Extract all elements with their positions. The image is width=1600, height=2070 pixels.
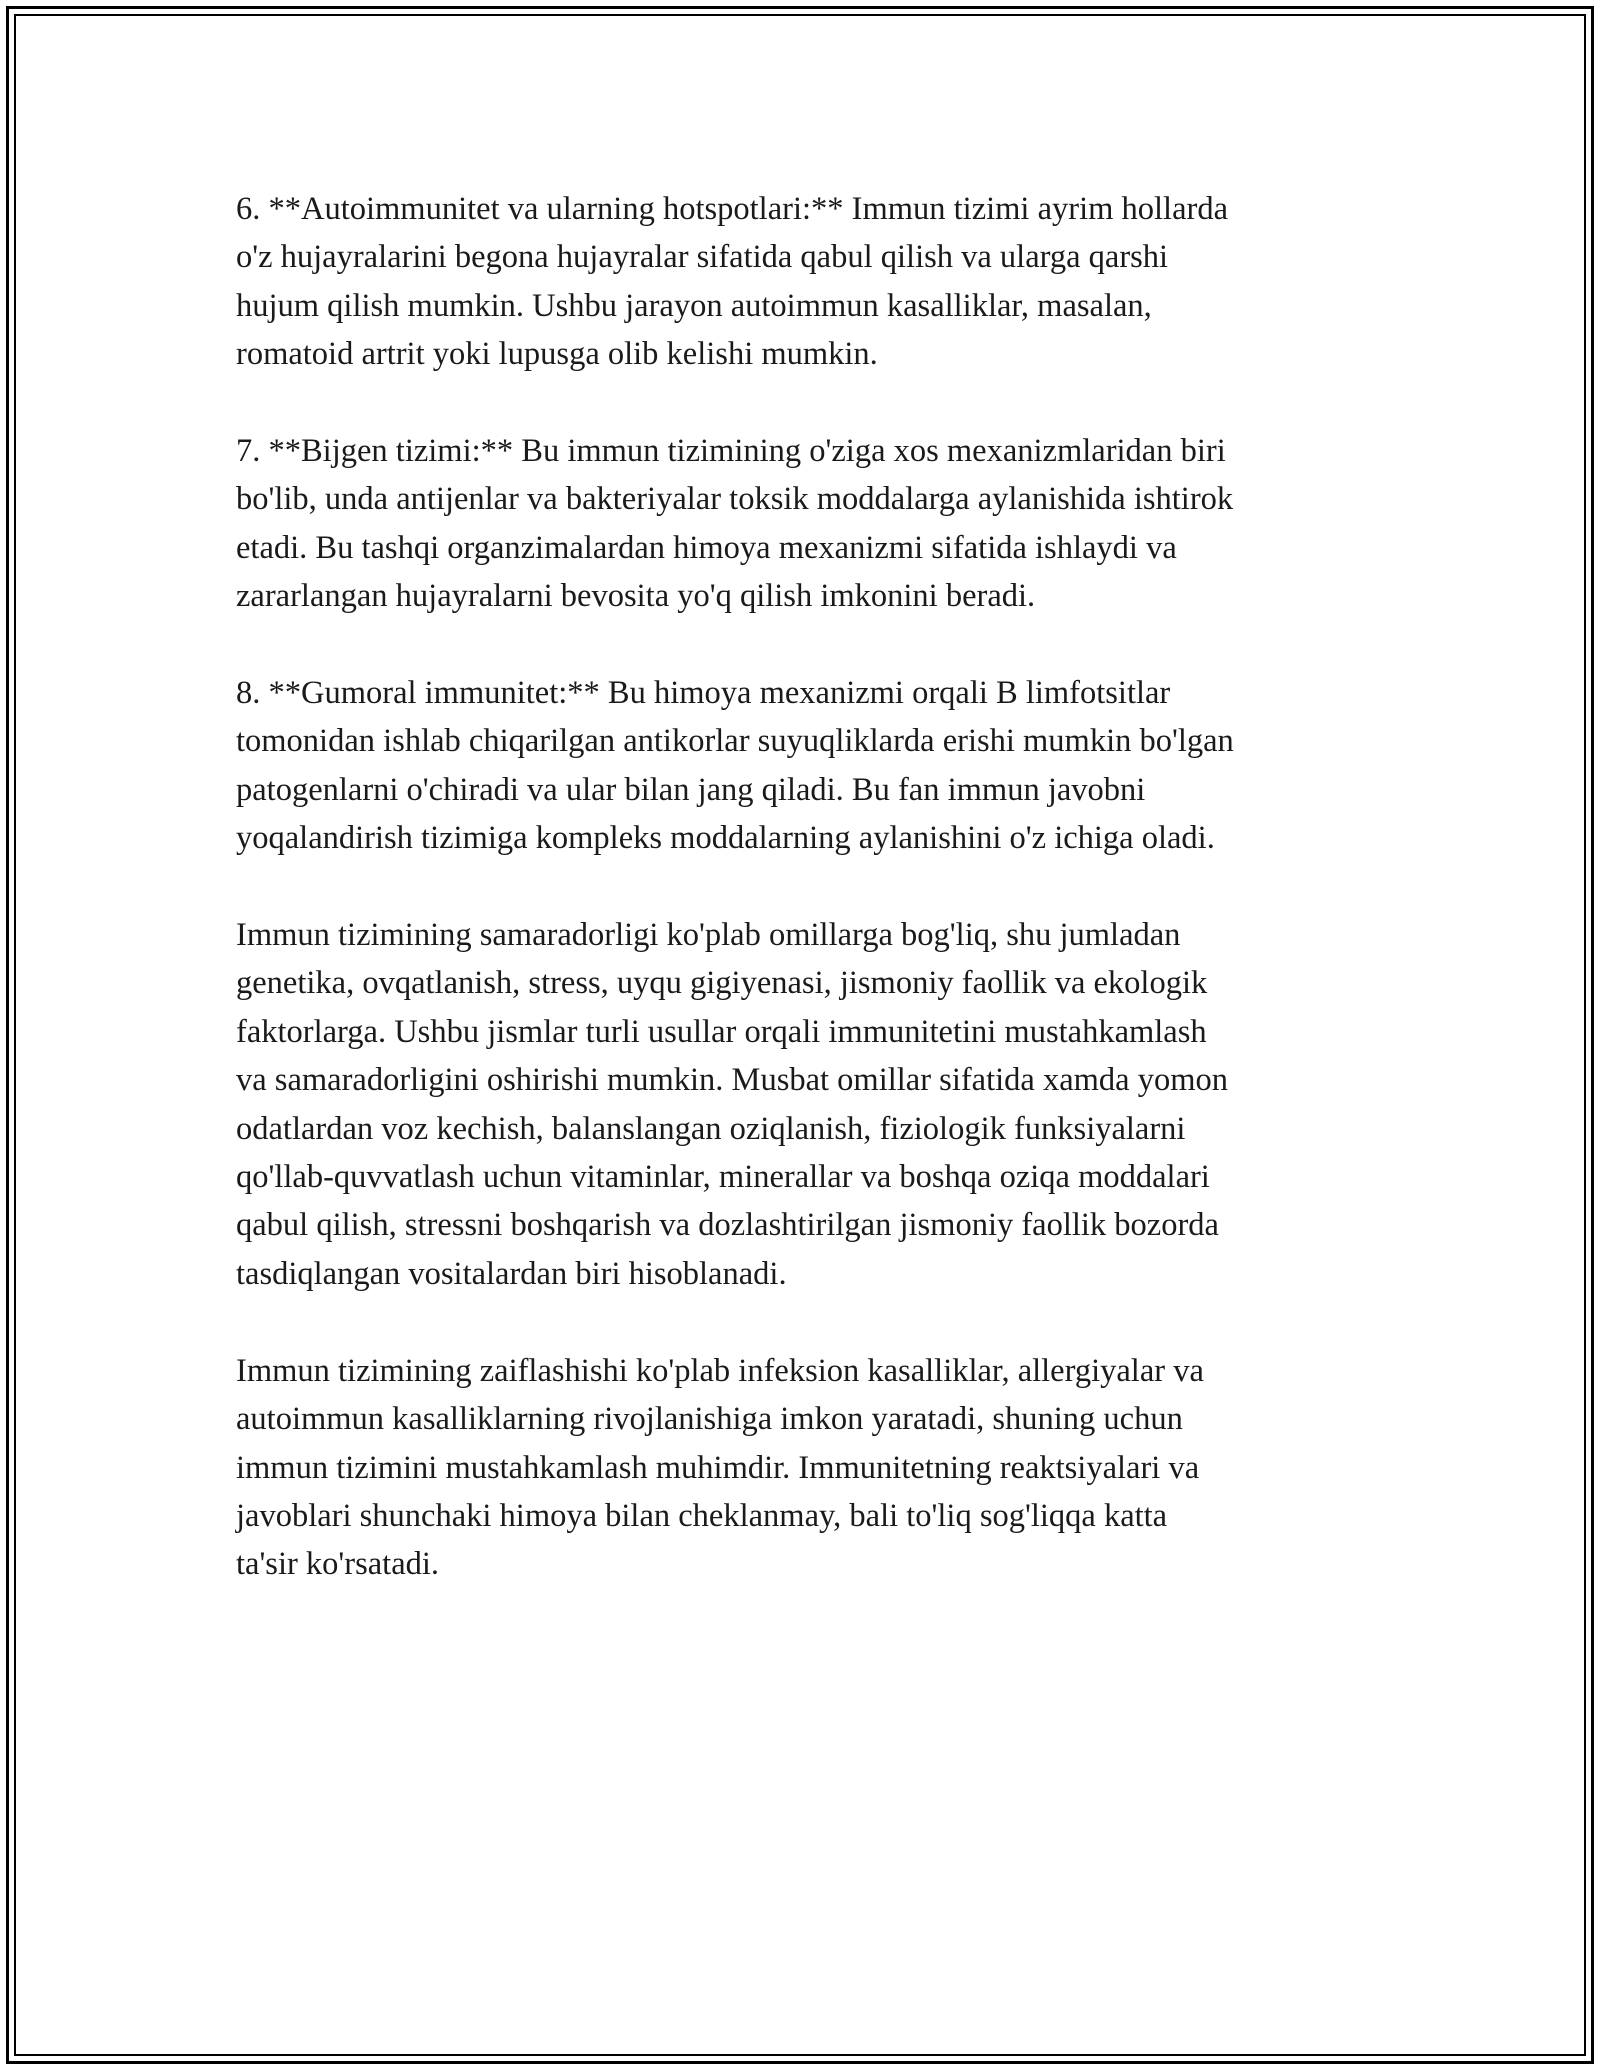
text-line: romatoid artrit yoki lupusga olib kelishi mumkin. — [236, 336, 878, 373]
text-line: zararlangan hujayralarni bevosita yo'q qilish imkonini beradi. — [236, 578, 1036, 615]
paragraph-bijgen-system — [236, 427, 1376, 621]
text-line: 7. **Bijgen tizimi:** Bu immun tizimining o'ziga xos mexanizmlaridan biri — [236, 433, 1226, 470]
text-line: tomonidan ishlab chiqarilgan antikorlar suyuqliklarda erishi mumkin bo'lgan — [236, 723, 1234, 760]
paragraph-autoimmunity — [236, 185, 1376, 379]
text-line: 8. **Gumoral immunitet:** Bu himoya mexanizmi orqali B limfotsitlar — [236, 675, 1171, 712]
text-line: patogenlarni o'chiradi va ular bilan jang qiladi. Bu fan immun javobni — [236, 771, 1146, 808]
text-line: 6. **Autoimmunitet va ularning hotspotlari:** Immun tizimi ayrim hollarda — [236, 191, 1228, 227]
text-line: javoblari shunchaki himoya bilan cheklanmay, bali to'liq sog'liqqa katta — [236, 1497, 1168, 1534]
paragraph-humoral-immunity — [236, 669, 1376, 863]
text-line: Immun tizimining zaiflashishi ko'plab infeksion kasalliklar, allergiyalar va — [236, 1352, 1204, 1389]
text-line: hujum qilish mumkin. Ushbu jarayon autoimmun kasalliklar, masalan, — [236, 287, 1152, 324]
text-line: bo'lib, unda antijenlar va bakteriyalar toksik moddalarga aylanishida ishtirok — [236, 481, 1234, 518]
text-line: o'z hujayralarini begona hujayralar sifatida qabul qilish va ularga qarshi — [236, 239, 1169, 276]
document-body — [236, 185, 1376, 1637]
text-line: qo'llab-quvvatlash uchun vitaminlar, minerallar va boshqa oziqa moddalari — [236, 1159, 1210, 1196]
text-line: immun tizimini mustahkamlash muhimdir. Immunitetning reaktsiyalari va — [236, 1449, 1200, 1486]
text-line: Immun tizimining samaradorligi ko'plab omillarga bog'liq, shu jumladan — [236, 917, 1181, 954]
text-line: autoimmun kasalliklarning rivojlanishiga imkon yaratadi, shuning uchun — [236, 1401, 1183, 1438]
text-line: etadi. Bu tashqi organzimalardan himoya mexanizmi sifatida ishlaydi va — [236, 529, 1177, 566]
text-line: qabul qilish, stressni boshqarish va dozlashtirilgan jismoniy faollik bozorda — [236, 1207, 1219, 1244]
paragraph-immune-effectiveness — [236, 911, 1376, 1298]
text-line: odatlardan voz kechish, balanslangan oziqlanish, fiziologik funksiyalarni — [236, 1110, 1186, 1147]
text-line: ta'sir ko'rsatadi. — [236, 1546, 440, 1583]
text-line: tasdiqlangan vositalardan biri hisoblanadi. — [236, 1255, 787, 1292]
text-line: genetika, ovqatlanish, stress, uyqu gigiyenasi, jismoniy faollik va ekologik — [236, 965, 1208, 1002]
text-line: va samaradorligini oshirishi mumkin. Musbat omillar sifatida xamda yomon — [236, 1062, 1228, 1099]
text-line: yoqalandirish tizimiga kompleks moddalarning aylanishini o'z ichiga oladi. — [236, 820, 1215, 857]
text-line: faktorlarga. Ushbu jismlar turli usullar orqali immunitetini mustahkamlash — [236, 1013, 1207, 1050]
paragraph-immune-weakening — [236, 1347, 1376, 1589]
